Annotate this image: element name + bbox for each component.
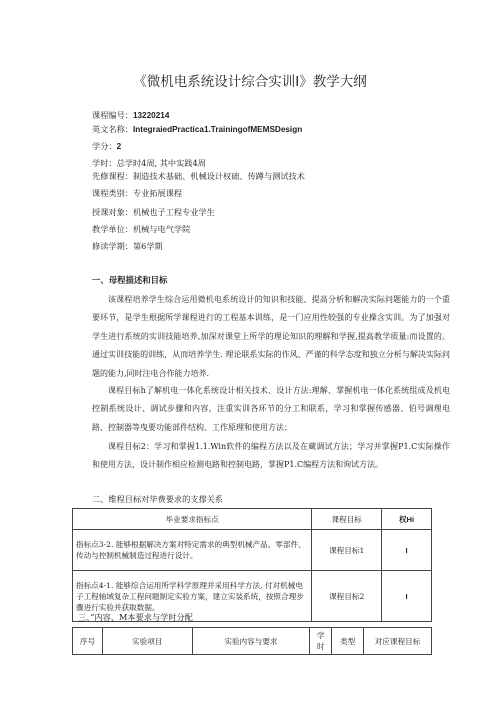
header-weight: 权Hi [382,509,432,530]
credit-line [92,141,121,152]
content-table-header [73,628,432,655]
content-table [72,627,432,655]
weight-cell: I [382,571,432,622]
header-project: 实验项目 [102,628,192,655]
section-2-heading: 二、维程目标对毕费要求的支撑关系 [92,494,224,504]
course-code-label: 课程编号： [92,110,133,120]
support-table-header [73,509,432,530]
audience-line: 授课对象：机械也子工程专业学生 [92,207,215,217]
credit-label: 学分： [92,141,117,151]
page-title: 《微机电系统设计综合实训Ⅰ》教学大纲 [133,74,367,90]
goal-cell: 课程目标2 [312,571,382,622]
support-table [72,508,432,622]
table-row [73,530,432,571]
term-line: 修读学期：第6学期 [92,241,163,251]
indicator-cell: 指标点4-1. 能够综合运用所学科学原理并采用科学方法, 付对机械电子工程轴域复杂工程问题制定实验方案，建立实装系统，按照合理步骤进行实验并获取数据。 [73,571,312,622]
header-goal: 课程目标 [312,509,382,530]
course-code-value: 13220214 [132,111,170,120]
prerequisite-line: 先修课程：制造技术基础、机械设计权础、传蹲与测试技术 [92,171,305,181]
english-name-line [92,124,302,135]
course-code-line [92,110,169,121]
section-3-heading: 三、”内容、M本要求与学时分配 [78,612,193,622]
english-name-label: 英文名称： [92,124,133,134]
section-1-paragraph-3: 课程目标2：学习和掌握1.1.Win软件的编程方法以及在蔵调试方法；学习并掌握P1.C实际操作和使用方法，设计制作相应检测电路和控制电路，掌握P1.C编程方法和询试方法。 [92,442,450,470]
section-1-paragraph-1: 该课程培养学生综合运用微机电系统设计的知识和技能、提高分析和解决实际问题能力的一个重要环节，是学生根据所学课程进行的工程基本训练，是一门应用性较强的专业操含实训。为了加强对学生进行系统的实训技能培养,加深对课堂上所学的理论知识的理解和学握,提高教学质量:而设置的。通过实训技能的训练，从而培养学生. 理论联系实际的作风、严谨的科学态度和独立分析与解决实际问题的能力,同时注电合作能力培养. [92,295,450,378]
header-indicator: 毕业要求指标点 [73,509,312,530]
credit-value: 2 [116,142,122,151]
section-1-paragraph-2: 课程目标h了解机电一体化系统设计相关技术、设计方法:理解、掌握机电一体化系统组成及机电控制系统设计、调试步骤和内容，注重实训各环节的分工和联系，学习和掌握传感器、伯号调理电路、控制器等曳要功能部件结构、工作原理和使用方法； [92,386,450,432]
goal-cell: 课程目标1 [312,530,382,571]
category-line: 课程类别：专业拓展课程 [92,188,183,198]
weight-cell: I [382,530,432,571]
header-content: 实验内容与要求 [192,628,310,655]
header-type: 类型 [332,628,364,655]
header-seq: 序号 [73,628,103,655]
header-target: 对应课程目标 [364,628,432,655]
english-name-value: IntegraiedPractica1.TrainingofMEMSDesign [132,125,303,134]
unit-line: 教学单位：机械与电气学院 [92,224,191,234]
hours-line: 学时：总学时4周, 其中实践4周 [92,158,206,168]
indicator-cell: 指标点3-2. 能够根据解决方案对特定需求的典型机械产品、零部件、传动与控制机械制造过程进行设计。 [73,530,312,571]
header-hours: 学时 [310,628,332,655]
section-1-heading: 一、母程描述和目标 [92,275,168,285]
